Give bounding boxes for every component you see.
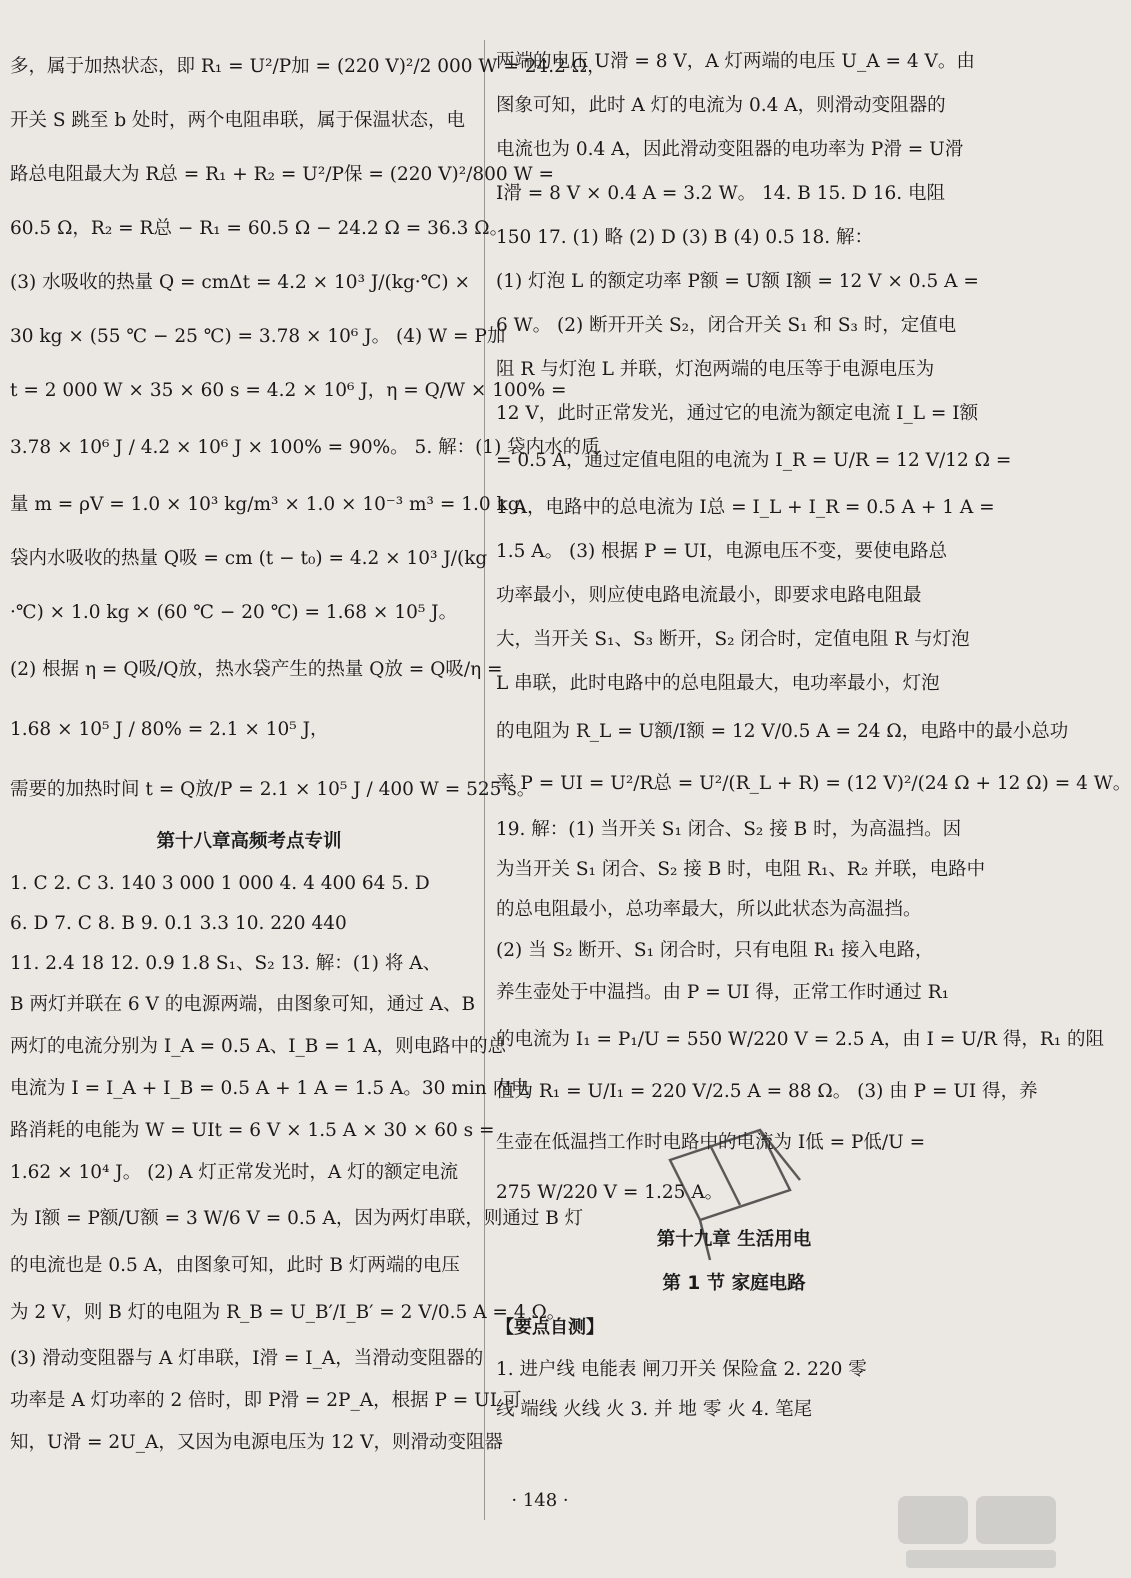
text-line: 为 2 V，则 B 灯的电阻为 R_B = U_B′/I_B′ = 2 V/0.5 A = 4 Ω。	[10, 1302, 566, 1323]
text-line: 路总电阻最大为 R总 = R₁ + R₂ = U²/P保 = (220 V)²/800 W =	[10, 164, 554, 185]
text-line: 图象可知，此时 A 灯的电流为 0.4 A，则滑动变阻器的	[496, 95, 946, 116]
text-line: (2) 当 S₂ 断开、S₁ 闭合时，只有电阻 R₁ 接入电路，	[496, 940, 934, 961]
text-line: 30 kg × (55 ℃ − 25 ℃) = 3.78 × 10⁶ J。 (4) W = P加	[10, 326, 506, 347]
text-line: 知，U滑 = 2U_A，又因为电源电压为 12 V，则滑动变阻器	[10, 1432, 503, 1453]
text-line: 的电流也是 0.5 A，由图象可知，此时 B 灯两端的电压	[10, 1255, 460, 1276]
stamp-mark	[600, 1100, 810, 1270]
text-line: 1 A，电路中的总电流为 I总 = I_L + I_R = 0.5 A + 1 A =	[496, 497, 995, 518]
text-line: 1.62 × 10⁴ J。 (2) A 灯正常发光时，A 灯的额定电流	[10, 1162, 459, 1183]
text-line: (1) 灯泡 L 的额定功率 P额 = U额 I额 = 12 V × 0.5 A =	[496, 271, 979, 292]
text-line: 阻 R 与灯泡 L 并联，灯泡两端的电压等于电源电压为	[496, 359, 935, 380]
answer-line: 150 17. (1) 略 (2) D (3) B (4) 0.5 18. 解：	[496, 227, 874, 248]
text-line: 量 m = ρV = 1.0 × 10³ kg/m³ × 1.0 × 10⁻³ m³ = 1.0 kg，	[10, 494, 539, 515]
text-line: 为 I额 = P额/U额 = 3 W/6 V = 0.5 A，因为两灯串联，则通过 B 灯	[10, 1208, 584, 1229]
text-line: 值为 R₁ = U/I₁ = 220 V/2.5 A = 88 Ω。 (3) 由 P = UI 得，养	[496, 1081, 1038, 1102]
self-test-tag: 【要点自测】	[496, 1317, 604, 1338]
text-line: 两灯的电流分别为 I_A = 0.5 A、I_B = 1 A，则电路中的总	[10, 1036, 507, 1057]
text-line: 率 P = UI = U²/R总 = U²/(R_L + R) = (12 V)²/(24 Ω + 12 Ω) = 4 W。	[496, 773, 1131, 794]
answer-line: 6. D 7. C 8. B 9. 0.1 3.3 10. 220 440	[10, 913, 347, 934]
text-line: 袋内水吸收的热量 Q吸 = cm (t − t₀) = 4.2 × 10³ J/(kg	[10, 548, 488, 569]
text-line: 6 W。 (2) 断开开关 S₂，闭合开关 S₁ 和 S₃ 时，定值电	[496, 315, 957, 336]
text-line: 1.68 × 10⁵ J / 80% = 2.1 × 10⁵ J，	[10, 719, 329, 740]
text-line: 电流为 I = I_A + I_B = 0.5 A + 1 A = 1.5 A。30 min 内电	[10, 1078, 530, 1099]
text-line: t = 2 000 W × 35 × 60 s = 4.2 × 10⁶ J，η = Q/W × 100% =	[10, 380, 567, 401]
answer-line: 1. C 2. C 3. 140 3 000 1 000 4. 4 400 64 5. D	[10, 873, 430, 894]
page-number: · 148 ·	[511, 1490, 569, 1511]
text-line: (3) 水吸收的热量 Q = cmΔt = 4.2 × 10³ J/(kg·℃) ×	[10, 272, 470, 293]
text-line: 3.78 × 10⁶ J / 4.2 × 10⁶ J × 100% = 90%。 5. 解：(1) 袋内水的质	[10, 437, 600, 458]
answer-line: 11. 2.4 18 12. 0.9 1.8 S₁、S₂ 13. 解：(1) 将 A、	[10, 953, 442, 974]
answer-line: 1. 进户线 电能表 闸刀开关 保险盒 2. 220 零	[496, 1359, 867, 1380]
text-line: 路消耗的电能为 W = UIt = 6 V × 1.5 A × 30 × 60 s =	[10, 1120, 495, 1141]
text-line: 19. 解：(1) 当开关 S₁ 闭合、S₂ 接 B 时，为高温挡。因	[496, 819, 962, 840]
text-line: 生壶在低温挡工作时电路中的电流为 I低 = P低/U =	[496, 1132, 926, 1153]
text-line: (2) 根据 η = Q吸/Q放，热水袋产生的热量 Q放 = Q吸/η =	[10, 659, 503, 680]
text-line: 电流也为 0.4 A，因此滑动变阻器的电功率为 P滑 = U滑	[496, 139, 964, 160]
text-line: 为当开关 S₁ 闭合、S₂ 接 B 时，电阻 R₁、R₂ 并联，电路中	[496, 859, 986, 880]
chapter-heading: 第十九章 生活用电	[656, 1229, 812, 1250]
text-line: 多，属于加热状态，即 R₁ = U²/P加 = (220 V)²/2 000 W = 24.2 Ω，	[10, 56, 606, 77]
text-line: 的总电阻最小，总功率最大，所以此状态为高温挡。	[496, 899, 922, 920]
text-line: 60.5 Ω，R₂ = R总 − R₁ = 60.5 Ω − 24.2 Ω = 36.3 Ω。	[10, 218, 509, 239]
section-heading: 第十八章高频考点专训	[156, 831, 342, 852]
text-line: 大，当开关 S₁、S₃ 断开，S₂ 闭合时，定值电阻 R 与灯泡	[496, 629, 970, 650]
text-line: (3) 滑动变阻器与 A 灯串联，I滑 = I_A，当滑动变阻器的	[10, 1348, 484, 1369]
text-line: ·℃) × 1.0 kg × (60 ℃ − 20 ℃) = 1.68 × 10⁵ J。	[10, 602, 458, 623]
text-line: 1.5 A。 (3) 根据 P = UI，电源电压不变，要使电路总	[496, 541, 948, 562]
text-line: 需要的加热时间 t = Q放/P = 2.1 × 10⁵ J / 400 W = 525 s。	[10, 779, 536, 800]
text-line: I滑 = 8 V × 0.4 A = 3.2 W。 14. B 15. D 16. 电阻	[496, 183, 946, 204]
text-line: 功率是 A 灯功率的 2 倍时，即 P滑 = 2P_A，根据 P = UI 可	[10, 1390, 522, 1411]
text-line: 的电阻为 R_L = U额/I额 = 12 V/0.5 A = 24 Ω，电路中的最小总功	[496, 721, 1069, 742]
text-line: 的电流为 I₁ = P₁/U = 550 W/220 V = 2.5 A，由 I = U/R 得，R₁ 的阻	[496, 1029, 1105, 1050]
text-line: 12 V，此时正常发光，通过它的电流为额定电流 I_L = I额	[496, 403, 979, 424]
text-line: L 串联，此时电路中的总电阻最大，电功率最小，灯泡	[496, 673, 940, 694]
answer-line: 线 端线 火线 火 3. 并 地 零 火 4. 笔尾	[496, 1399, 813, 1420]
text-line: 275 W/220 V = 1.25 A。	[496, 1182, 724, 1203]
text-line: 功率最小，则应使电路电流最小，即要求电路电阻最	[496, 585, 922, 606]
text-line: 开关 S 跳至 b 处时，两个电阻串联，属于保温状态，电	[10, 110, 466, 131]
text-line: 养生壶处于中温挡。由 P = UI 得，正常工作时通过 R₁	[496, 982, 950, 1003]
text-line: = 0.5 A，通过定值电阻的电流为 I_R = U/R = 12 V/12 Ω =	[496, 450, 1012, 471]
section-1-heading: 第 1 节 家庭电路	[662, 1273, 806, 1294]
text-line: B 两灯并联在 6 V 的电源两端，由图象可知，通过 A、B	[10, 994, 476, 1015]
text-line: 两端的电压 U滑 = 8 V，A 灯两端的电压 U_A = 4 V。由	[496, 51, 975, 72]
